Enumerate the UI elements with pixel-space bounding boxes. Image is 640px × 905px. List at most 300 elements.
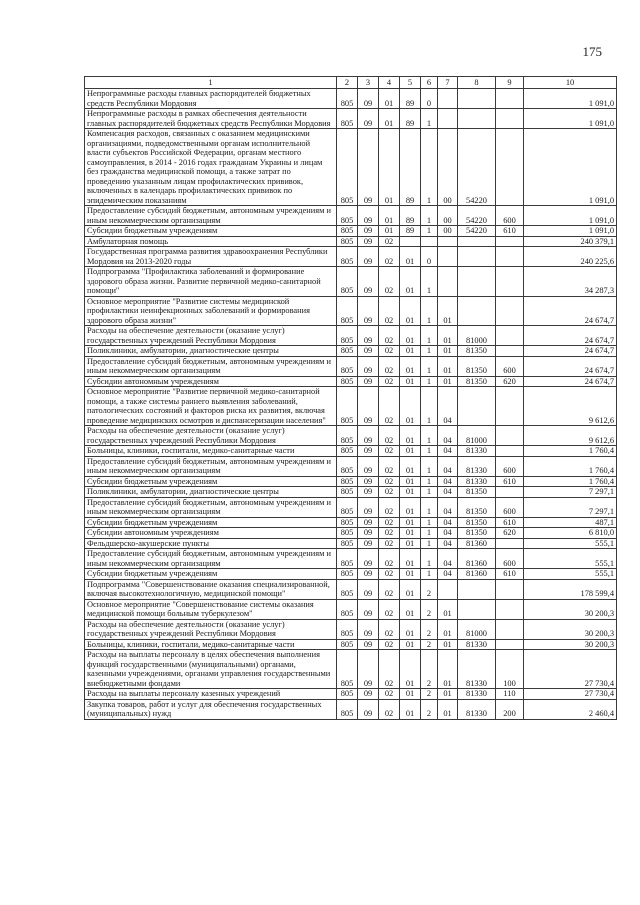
subprogram-code-cell	[421, 236, 438, 247]
subprogram-code-cell: 1	[421, 456, 438, 476]
table-row	[85, 528, 617, 539]
expense-type-cell	[496, 487, 524, 498]
direction-code-cell: 81360	[458, 538, 496, 549]
subprogram-code-cell: 1	[421, 346, 438, 357]
direction-code-cell: 81330	[458, 476, 496, 487]
program-code-cell: 01	[400, 528, 421, 539]
expense-type-cell	[496, 387, 524, 426]
table-row	[85, 267, 617, 297]
amount-cell: 30 200,3	[524, 599, 617, 619]
section-code-cell: 09	[358, 247, 379, 267]
column-header: 6	[421, 77, 438, 89]
program-code-cell: 01	[400, 247, 421, 267]
expense-type-cell: 200	[496, 699, 524, 719]
expense-type-cell	[496, 326, 524, 346]
subprogram-code-cell: 2	[421, 599, 438, 619]
subsection-code-cell: 02	[379, 376, 400, 387]
amount-cell: 1 760,4	[524, 446, 617, 457]
row-name-cell: Расходы на обеспечение деятельности (оказание услуг) государственных учреждений Республики Мордовия	[85, 619, 337, 639]
table-row	[85, 517, 617, 528]
activity-code-cell: 01	[438, 326, 458, 346]
activity-code-cell: 01	[438, 296, 458, 326]
program-code-cell: 01	[400, 569, 421, 580]
expense-type-cell	[496, 538, 524, 549]
subsection-code-cell: 02	[379, 579, 400, 599]
direction-code-cell: 81330	[458, 699, 496, 719]
amount-cell: 555,1	[524, 569, 617, 580]
table-row	[85, 376, 617, 387]
admin-code-cell: 805	[337, 387, 358, 426]
table-row	[85, 549, 617, 569]
column-header: 8	[458, 77, 496, 89]
activity-code-cell: 01	[438, 650, 458, 689]
table-row	[85, 247, 617, 267]
section-code-cell: 09	[358, 296, 379, 326]
expense-type-cell	[496, 267, 524, 297]
section-code-cell: 09	[358, 699, 379, 719]
direction-code-cell: 81330	[458, 456, 496, 476]
row-name-cell: Расходы на обеспечение деятельности (оказание услуг) государственных учреждений Республики Мордовия	[85, 426, 337, 446]
direction-code-cell	[458, 89, 496, 109]
admin-code-cell: 805	[337, 296, 358, 326]
activity-code-cell	[438, 247, 458, 267]
direction-code-cell	[458, 236, 496, 247]
table-body	[85, 89, 617, 720]
direction-code-cell: 54220	[458, 129, 496, 206]
program-code-cell: 01	[400, 476, 421, 487]
program-code-cell: 01	[400, 346, 421, 357]
program-code-cell: 89	[400, 89, 421, 109]
activity-code-cell: 04	[438, 387, 458, 426]
column-header: 10	[524, 77, 617, 89]
expense-type-cell: 600	[496, 497, 524, 517]
admin-code-cell: 805	[337, 497, 358, 517]
row-name-cell: Амбулаторная помощь	[85, 236, 337, 247]
direction-code-cell: 81000	[458, 426, 496, 446]
direction-code-cell: 81360	[458, 549, 496, 569]
row-name-cell: Поликлиники, амбулатории, диагностические центры	[85, 487, 337, 498]
row-name-cell: Расходы на обеспечение деятельности (оказание услуг) государственных учреждений Республики Мордовия	[85, 326, 337, 346]
admin-code-cell: 805	[337, 528, 358, 539]
program-code-cell: 01	[400, 267, 421, 297]
subprogram-code-cell: 1	[421, 538, 438, 549]
subsection-code-cell: 02	[379, 699, 400, 719]
row-name-cell: Государственная программа развития здравоохранения Республики Мордовия на 2013-2020 годы	[85, 247, 337, 267]
row-name-cell: Основное мероприятие "Развитие системы медицинской профилактики неинфекционных заболеваний и формирования здорового образа жизни"	[85, 296, 337, 326]
subprogram-code-cell: 1	[421, 487, 438, 498]
admin-code-cell: 805	[337, 476, 358, 487]
row-name-cell: Поликлиники, амбулатории, диагностические центры	[85, 346, 337, 357]
amount-cell: 27 730,4	[524, 689, 617, 700]
subsection-code-cell: 02	[379, 296, 400, 326]
direction-code-cell	[458, 247, 496, 267]
table-row	[85, 456, 617, 476]
section-code-cell: 09	[358, 599, 379, 619]
activity-code-cell: 01	[438, 599, 458, 619]
direction-code-cell	[458, 387, 496, 426]
program-code-cell: 01	[400, 599, 421, 619]
row-name-cell: Подпрограмма "Совершенствование оказания специализированной, включая высокотехнологичную, медицинской помощи"	[85, 579, 337, 599]
admin-code-cell: 805	[337, 487, 358, 498]
direction-code-cell: 81330	[458, 446, 496, 457]
expense-type-cell	[496, 426, 524, 446]
subprogram-code-cell: 2	[421, 689, 438, 700]
expense-type-cell: 110	[496, 689, 524, 700]
subprogram-code-cell: 1	[421, 517, 438, 528]
subsection-code-cell: 02	[379, 326, 400, 346]
admin-code-cell: 805	[337, 699, 358, 719]
amount-cell: 487,1	[524, 517, 617, 528]
program-code-cell: 01	[400, 387, 421, 426]
expense-type-cell: 100	[496, 650, 524, 689]
subprogram-code-cell: 0	[421, 89, 438, 109]
expense-type-cell	[496, 89, 524, 109]
activity-code-cell: 01	[438, 689, 458, 700]
amount-cell: 1 760,4	[524, 476, 617, 487]
program-code-cell: 89	[400, 109, 421, 129]
activity-code-cell: 04	[438, 487, 458, 498]
program-code-cell: 01	[400, 426, 421, 446]
column-header: 5	[400, 77, 421, 89]
table-row	[85, 206, 617, 226]
amount-cell: 1 091,0	[524, 109, 617, 129]
activity-code-cell: 04	[438, 569, 458, 580]
row-name-cell: Подпрограмма "Профилактика заболеваний и формирование здорового образа жизни. Развитие первичной медико-санитарной помощи"	[85, 267, 337, 297]
activity-code-cell: 00	[438, 129, 458, 206]
admin-code-cell: 805	[337, 226, 358, 237]
section-code-cell: 09	[358, 528, 379, 539]
table-row	[85, 599, 617, 619]
row-name-cell: Субсидии бюджетным учреждениям	[85, 517, 337, 528]
table-header-row	[85, 77, 617, 89]
direction-code-cell: 81360	[458, 569, 496, 580]
subsection-code-cell: 02	[379, 549, 400, 569]
program-code-cell: 01	[400, 326, 421, 346]
program-code-cell: 01	[400, 296, 421, 326]
expense-type-cell	[496, 247, 524, 267]
section-code-cell: 09	[358, 129, 379, 206]
table-row	[85, 650, 617, 689]
direction-code-cell: 81000	[458, 619, 496, 639]
table-row	[85, 446, 617, 457]
direction-code-cell: 54220	[458, 206, 496, 226]
amount-cell: 178 599,4	[524, 579, 617, 599]
subprogram-code-cell: 1	[421, 426, 438, 446]
subprogram-code-cell: 1	[421, 569, 438, 580]
direction-code-cell: 81000	[458, 326, 496, 346]
program-code-cell: 89	[400, 206, 421, 226]
program-code-cell: 01	[400, 579, 421, 599]
subprogram-code-cell: 2	[421, 639, 438, 650]
subprogram-code-cell: 1	[421, 387, 438, 426]
subprogram-code-cell: 1	[421, 446, 438, 457]
section-code-cell: 09	[358, 549, 379, 569]
expense-type-cell	[496, 639, 524, 650]
amount-cell: 2 460,4	[524, 699, 617, 719]
row-name-cell: Больницы, клиники, госпитали, медико-санитарные части	[85, 639, 337, 650]
table-row	[85, 619, 617, 639]
section-code-cell: 09	[358, 650, 379, 689]
admin-code-cell: 805	[337, 599, 358, 619]
program-code-cell: 01	[400, 538, 421, 549]
subprogram-code-cell: 1	[421, 528, 438, 539]
program-code-cell: 01	[400, 497, 421, 517]
admin-code-cell: 805	[337, 346, 358, 357]
table-row	[85, 346, 617, 357]
subsection-code-cell: 02	[379, 497, 400, 517]
row-name-cell: Предоставление субсидий бюджетным, автономным учреждениям и иным некоммерческим организациям	[85, 356, 337, 376]
table-row	[85, 89, 617, 109]
expense-type-cell	[496, 129, 524, 206]
row-name-cell: Фельдшерско-акушерские пункты	[85, 538, 337, 549]
subprogram-code-cell: 2	[421, 650, 438, 689]
expense-type-cell: 600	[496, 456, 524, 476]
admin-code-cell: 805	[337, 376, 358, 387]
subprogram-code-cell: 1	[421, 129, 438, 206]
section-code-cell: 09	[358, 456, 379, 476]
column-header: 2	[337, 77, 358, 89]
activity-code-cell: 04	[438, 476, 458, 487]
section-code-cell: 09	[358, 109, 379, 129]
program-code-cell: 01	[400, 549, 421, 569]
amount-cell: 34 287,3	[524, 267, 617, 297]
column-header: 3	[358, 77, 379, 89]
activity-code-cell: 04	[438, 456, 458, 476]
column-header: 7	[438, 77, 458, 89]
subprogram-code-cell: 1	[421, 226, 438, 237]
direction-code-cell	[458, 109, 496, 129]
program-code-cell: 89	[400, 226, 421, 237]
section-code-cell: 09	[358, 487, 379, 498]
section-code-cell: 09	[358, 346, 379, 357]
admin-code-cell: 805	[337, 517, 358, 528]
row-name-cell: Закупка товаров, работ и услуг для обеспечения государственных (муниципальных) нужд	[85, 699, 337, 719]
direction-code-cell: 54220	[458, 226, 496, 237]
section-code-cell: 09	[358, 236, 379, 247]
amount-cell: 30 200,3	[524, 639, 617, 650]
expense-type-cell: 620	[496, 528, 524, 539]
amount-cell: 24 674,7	[524, 296, 617, 326]
program-code-cell: 01	[400, 376, 421, 387]
section-code-cell: 09	[358, 376, 379, 387]
admin-code-cell: 805	[337, 109, 358, 129]
subsection-code-cell: 02	[379, 247, 400, 267]
admin-code-cell: 805	[337, 426, 358, 446]
section-code-cell: 09	[358, 446, 379, 457]
row-name-cell: Расходы на выплаты персоналу казенных учреждений	[85, 689, 337, 700]
table-row	[85, 538, 617, 549]
activity-code-cell: 04	[438, 517, 458, 528]
admin-code-cell: 805	[337, 206, 358, 226]
subsection-code-cell: 02	[379, 356, 400, 376]
activity-code-cell: 01	[438, 639, 458, 650]
direction-code-cell: 81350	[458, 497, 496, 517]
subsection-code-cell: 02	[379, 387, 400, 426]
subprogram-code-cell: 1	[421, 497, 438, 517]
activity-code-cell: 00	[438, 206, 458, 226]
admin-code-cell: 805	[337, 619, 358, 639]
admin-code-cell: 805	[337, 236, 358, 247]
subprogram-code-cell: 1	[421, 356, 438, 376]
direction-code-cell: 81350	[458, 346, 496, 357]
admin-code-cell: 805	[337, 356, 358, 376]
admin-code-cell: 805	[337, 267, 358, 297]
direction-code-cell: 81350	[458, 528, 496, 539]
activity-code-cell: 04	[438, 538, 458, 549]
row-name-cell: Субсидии бюджетным учреждениям	[85, 226, 337, 237]
table-row	[85, 639, 617, 650]
subsection-code-cell: 02	[379, 639, 400, 650]
table-row	[85, 296, 617, 326]
amount-cell: 1 091,0	[524, 129, 617, 206]
subsection-code-cell: 02	[379, 569, 400, 580]
row-name-cell: Субсидии автономным учреждениям	[85, 528, 337, 539]
direction-code-cell	[458, 599, 496, 619]
direction-code-cell: 81330	[458, 639, 496, 650]
amount-cell: 1 760,4	[524, 456, 617, 476]
amount-cell: 555,1	[524, 538, 617, 549]
expense-type-cell: 610	[496, 569, 524, 580]
page-number: 175	[582, 44, 602, 59]
amount-cell: 24 674,7	[524, 356, 617, 376]
amount-cell: 1 091,0	[524, 226, 617, 237]
expense-type-cell	[496, 109, 524, 129]
direction-code-cell: 81350	[458, 376, 496, 387]
section-code-cell: 09	[358, 639, 379, 650]
table-row	[85, 356, 617, 376]
table-row	[85, 387, 617, 426]
program-code-cell: 01	[400, 446, 421, 457]
row-name-cell: Предоставление субсидий бюджетным, автономным учреждениям и иным некоммерческим организациям	[85, 549, 337, 569]
amount-cell: 240 379,1	[524, 236, 617, 247]
program-code-cell: 01	[400, 456, 421, 476]
section-code-cell: 09	[358, 619, 379, 639]
row-name-cell: Основное мероприятие "Совершенствование системы оказания медицинской помощи больным туберкулезом"	[85, 599, 337, 619]
table-row	[85, 226, 617, 237]
column-header: 4	[379, 77, 400, 89]
subprogram-code-cell: 1	[421, 109, 438, 129]
section-code-cell: 09	[358, 517, 379, 528]
subprogram-code-cell: 1	[421, 267, 438, 297]
activity-code-cell: 01	[438, 356, 458, 376]
table-row	[85, 689, 617, 700]
amount-cell: 24 674,7	[524, 326, 617, 346]
subsection-code-cell: 01	[379, 129, 400, 206]
section-code-cell: 09	[358, 569, 379, 580]
expense-type-cell: 620	[496, 376, 524, 387]
activity-code-cell	[438, 267, 458, 297]
subsection-code-cell: 02	[379, 426, 400, 446]
row-name-cell: Субсидии автономным учреждениям	[85, 376, 337, 387]
subsection-code-cell: 02	[379, 689, 400, 700]
amount-cell: 27 730,4	[524, 650, 617, 689]
direction-code-cell: 81350	[458, 356, 496, 376]
table-row	[85, 426, 617, 446]
table-row	[85, 236, 617, 247]
subsection-code-cell: 02	[379, 236, 400, 247]
admin-code-cell: 805	[337, 326, 358, 346]
subsection-code-cell: 02	[379, 346, 400, 357]
amount-cell: 24 674,7	[524, 376, 617, 387]
table-row	[85, 487, 617, 498]
budget-table	[84, 76, 617, 720]
subsection-code-cell: 02	[379, 476, 400, 487]
row-name-cell: Больницы, клиники, госпитали, медико-санитарные части	[85, 446, 337, 457]
table-row	[85, 326, 617, 346]
subprogram-code-cell: 2	[421, 699, 438, 719]
admin-code-cell: 805	[337, 446, 358, 457]
program-code-cell: 01	[400, 689, 421, 700]
subsection-code-cell: 01	[379, 226, 400, 237]
subsection-code-cell: 02	[379, 650, 400, 689]
activity-code-cell	[438, 236, 458, 247]
amount-cell: 555,1	[524, 549, 617, 569]
amount-cell: 30 200,3	[524, 619, 617, 639]
row-name-cell: Предоставление субсидий бюджетным, автономным учреждениям и иным некоммерческим организациям	[85, 206, 337, 226]
amount-cell: 240 225,6	[524, 247, 617, 267]
admin-code-cell: 805	[337, 89, 358, 109]
column-header: 9	[496, 77, 524, 89]
program-code-cell: 01	[400, 619, 421, 639]
subsection-code-cell: 02	[379, 619, 400, 639]
admin-code-cell: 805	[337, 456, 358, 476]
direction-code-cell: 81350	[458, 487, 496, 498]
expense-type-cell: 600	[496, 549, 524, 569]
direction-code-cell	[458, 296, 496, 326]
expense-type-cell	[496, 579, 524, 599]
section-code-cell: 09	[358, 226, 379, 237]
admin-code-cell: 805	[337, 538, 358, 549]
table-row	[85, 476, 617, 487]
subsection-code-cell: 01	[379, 206, 400, 226]
program-code-cell: 01	[400, 699, 421, 719]
row-name-cell: Субсидии бюджетным учреждениям	[85, 569, 337, 580]
subsection-code-cell: 02	[379, 517, 400, 528]
direction-code-cell: 81330	[458, 650, 496, 689]
admin-code-cell: 805	[337, 689, 358, 700]
expense-type-cell: 600	[496, 206, 524, 226]
activity-code-cell: 04	[438, 446, 458, 457]
subprogram-code-cell: 1	[421, 549, 438, 569]
expense-type-cell: 610	[496, 226, 524, 237]
program-code-cell: 01	[400, 639, 421, 650]
section-code-cell: 09	[358, 497, 379, 517]
direction-code-cell	[458, 267, 496, 297]
admin-code-cell: 805	[337, 549, 358, 569]
amount-cell: 1 091,0	[524, 89, 617, 109]
activity-code-cell: 01	[438, 619, 458, 639]
amount-cell: 6 810,0	[524, 528, 617, 539]
activity-code-cell: 04	[438, 549, 458, 569]
table-row	[85, 109, 617, 129]
section-code-cell: 09	[358, 387, 379, 426]
subsection-code-cell: 02	[379, 528, 400, 539]
row-name-cell: Предоставление субсидий бюджетным, автономным учреждениям и иным некоммерческим организациям	[85, 497, 337, 517]
section-code-cell: 09	[358, 206, 379, 226]
subprogram-code-cell: 2	[421, 579, 438, 599]
section-code-cell: 09	[358, 356, 379, 376]
program-code-cell	[400, 236, 421, 247]
expense-type-cell: 610	[496, 476, 524, 487]
program-code-cell: 01	[400, 517, 421, 528]
program-code-cell: 01	[400, 356, 421, 376]
table-row	[85, 497, 617, 517]
program-code-cell: 89	[400, 129, 421, 206]
admin-code-cell: 805	[337, 569, 358, 580]
subsection-code-cell: 02	[379, 456, 400, 476]
subsection-code-cell: 01	[379, 89, 400, 109]
subsection-code-cell: 02	[379, 446, 400, 457]
